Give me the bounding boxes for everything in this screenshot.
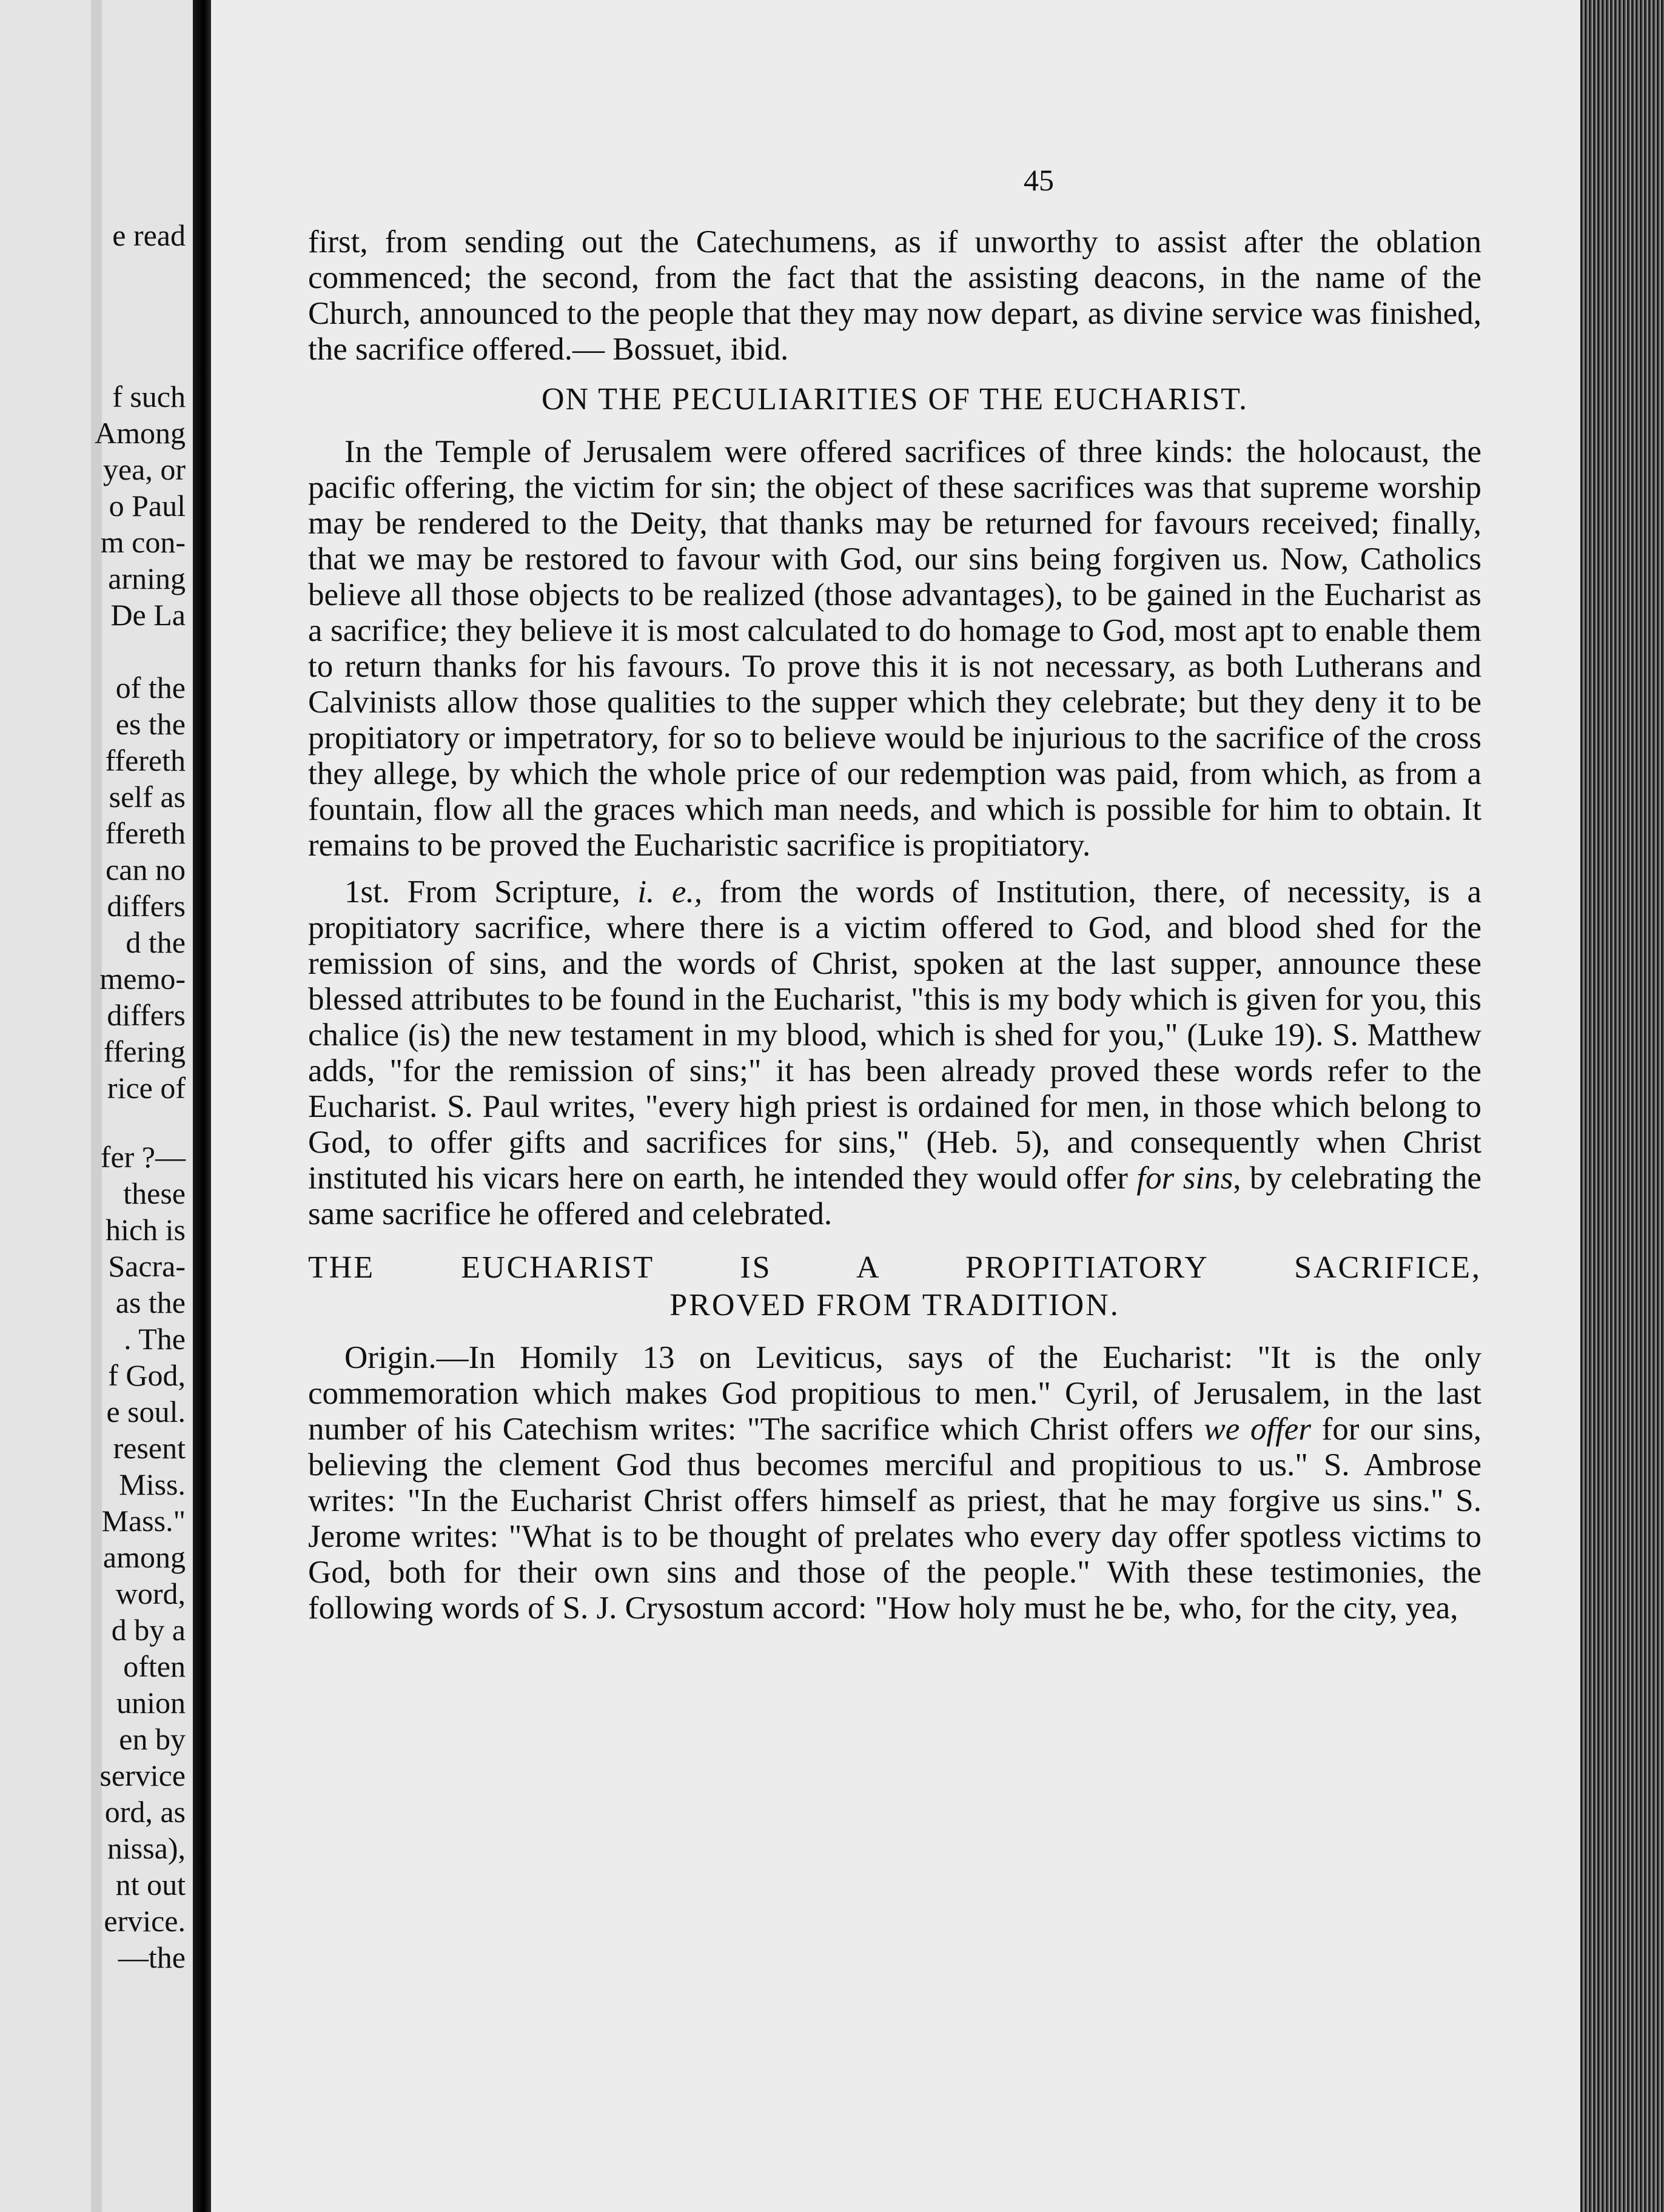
left-page-fragment-line: en by: [119, 1722, 186, 1756]
main-page: [211, 0, 1580, 2212]
left-page-fragment-line: ervice.: [104, 1904, 186, 1938]
left-page-fragment-line: differs: [107, 998, 186, 1032]
text-body: [308, 224, 1481, 1637]
left-page-fragment-line: nissa),: [107, 1831, 186, 1865]
left-page-fragment-line: memo-: [99, 962, 186, 996]
left-page-fragment-line: Mass.": [101, 1504, 186, 1538]
left-page-fragment-line: differs: [107, 889, 186, 923]
left-page-fragment-line: f such: [112, 380, 186, 414]
left-page-fragment-line: —the: [118, 1940, 186, 1974]
left-page-fragment-line: ffereth: [105, 743, 186, 777]
tradition-text-end: for our sins, believing the clement God thus becomes merciful and propitious to us." S. Ambrose writes: "In the Eucharist Christ offers himself as priest, that he may forgive us sins." S. Jerome writes: "What is to be thought of prelates who every day offer spotless victims to God, both for their own sins and those of the people." With these testimonies, the following words of S. J. Crysostum accord: "How holy must he be, who, for the city, yea,: [308, 1412, 1481, 1626]
paragraph-scripture: [308, 874, 1481, 1232]
left-page-fragment-line: these: [123, 1176, 186, 1210]
left-page-fragment-line: ord, as: [104, 1795, 186, 1829]
scripture-italic-ie: i. e.,: [637, 874, 702, 910]
left-page-fragment-line: fer ?—: [100, 1140, 186, 1174]
section-heading-propitiatory-line2: PROVED FROM TRADITION.: [669, 1288, 1120, 1322]
left-page-fragment-line: e soul.: [106, 1395, 186, 1429]
paragraph-temple: In the Temple of Jerusalem were offered sacrifices of three kinds: the holocaust, the pacific offering, the victim for sin; the object of these sacrifices was that supreme worship may be rendered to the Deity, that thanks may be returned for favours received; finally, that we may be restored to favour with God, our sins being forgiven us. Now, Catholics believe all those objects to be realized (those advantages), to be gained in the Eucharist as a sacrifice; they believe it is most calculated to do homage to God, most apt to enable them to return thanks for his favours. To prove this it is not necessary, as both Lutherans and Calvinists allow those qualities to the supper which they celebrate; but they deny it to be propitiatory or impetratory, for so to believe would be injurious to the sacrifice of the cross they allege, by which the whole price of our redemption was paid, from which, as from a fountain, flow all the graces which man needs, and which is possible for him to obtain. It remains to be proved the Eucharistic sacrifice is propitiatory.: [308, 434, 1481, 863]
left-page-fragment-line: d the: [126, 925, 186, 959]
left-page-fragment-line: of the: [115, 671, 186, 705]
left-page-fragment-line: word,: [115, 1577, 186, 1610]
paragraph-tradition: [308, 1340, 1481, 1626]
section-heading-propitiatory-line1: THE EUCHARIST IS A PROPITIATORY SACRIFICE,: [308, 1250, 1481, 1285]
paragraph-continuation: first, from sending out the Catechumens, as if unworthy to assist after the oblation commenced; the second, from the fact that the assisting deacons, in the name of the Church, announced to the people that they may now depart, as divine service was finished, the sacrifice offered.— Bossuet, ibid.: [308, 224, 1481, 367]
left-page-fragment-line: m con-: [100, 525, 186, 559]
book-gutter: [193, 0, 211, 2212]
left-page-fragment-line: Miss.: [119, 1467, 186, 1501]
page-number: 45: [1024, 163, 1054, 197]
left-page-fragment-line: rice of: [107, 1071, 186, 1105]
left-page-fragment-line: ffereth: [105, 816, 186, 850]
scripture-italic-for-sins: for sins: [1136, 1161, 1233, 1196]
left-page-fragment-line: ffering: [103, 1034, 186, 1068]
scripture-text-end: , by celebrating the same sacrifice he offered and celebrated.: [308, 1161, 1482, 1232]
left-page-fragment-line: yea, or: [102, 452, 186, 486]
book-page-edges: [1580, 0, 1664, 2212]
left-page-fragment-line: among: [102, 1540, 186, 1574]
left-page-fragment-line: d by a: [111, 1613, 186, 1647]
left-page-fragment-line: can no: [106, 853, 186, 886]
left-page-fragment-line: e read: [112, 218, 186, 252]
scripture-text-middle: from the words of Institution, there, of necessity, is a propitiatory sacrifice, where there is a victim offered to God, and blood shed for the remission of sins, and the words of Christ, spoken at the last supper, announce these blessed attributes to be found in the Eucharist, "this is my body which is given for you, this chalice (is) the new testament in my blood, which is shed for you," (Luke 19). S. Matthew adds, "for the remission of sins;" it has been already proved these words refer to the Eucharist. S. Paul writes, "every high priest is ordained for men, in those which belong to God, to offer gifts and sacrifices for sins," (Heb. 5), and consequently when Christ instituted his vicars here on earth, he intended they would offer: [308, 874, 1482, 1196]
left-page-fragment-line: Sacra-: [108, 1249, 186, 1283]
left-facing-page: [0, 0, 193, 2212]
left-page-fragment-line: nt out: [115, 1868, 186, 1902]
left-page-fragment-line: f God,: [108, 1358, 186, 1392]
left-page-fragment-line: o Paul: [109, 489, 186, 523]
tradition-text-start: Origin.—In Homily 13 on Leviticus, says of the Eucharist: "It is the only commemoration which makes God propitious to men." Cyril, of Jerusalem, in the last number of his Catechism writes: "The sacrifice which Christ offers: [308, 1340, 1481, 1447]
section-heading-peculiarities: ON THE PECULIARITIES OF THE EUCHARIST.: [541, 382, 1249, 417]
left-page-fragment-line: as the: [115, 1285, 186, 1319]
left-page-fragment-line: self as: [109, 780, 186, 814]
scripture-text-start: 1st. From Scripture,: [344, 874, 638, 910]
left-page-fragment-line: often: [123, 1649, 186, 1683]
left-page-fragment-line: . The: [124, 1322, 186, 1356]
left-page-fragment-line: es the: [115, 707, 186, 741]
left-page-fragment-line: Among: [95, 416, 186, 450]
left-page-fragment-line: service: [99, 1758, 186, 1792]
left-page-fragment-line: union: [116, 1686, 186, 1720]
left-page-fragment-line: resent: [113, 1431, 186, 1465]
tradition-italic-we-offer: we offer: [1204, 1412, 1311, 1447]
left-page-edge: [91, 0, 102, 2212]
left-page-fragment-line: hich is: [106, 1213, 186, 1247]
left-page-fragment-line: De La: [110, 598, 186, 632]
left-page-fragment-line: arning: [108, 561, 186, 595]
